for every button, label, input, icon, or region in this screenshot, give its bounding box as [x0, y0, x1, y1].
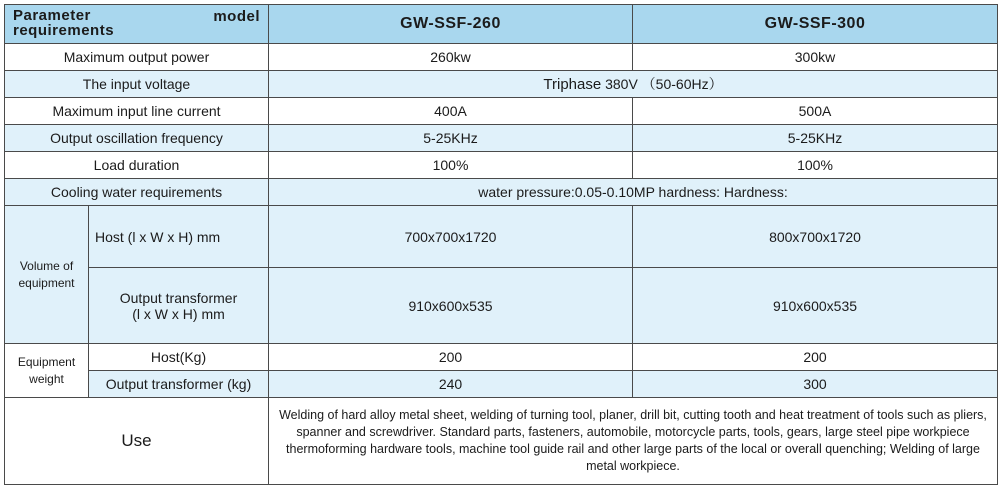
row-volume-transformer [5, 268, 998, 344]
volume-group-label: Volume of equipment [5, 205, 89, 343]
row-label: Load duration [5, 151, 269, 178]
row-label: Output oscillation frequency [5, 124, 269, 151]
voltage-value: 380V （50-60Hz） [605, 75, 723, 92]
corner-model-label: model [213, 8, 260, 25]
value-260: 5-25KHz [269, 124, 633, 151]
row-label: Maximum input line current [5, 97, 269, 124]
row-osc-frequency [5, 124, 998, 151]
value-260: 240 [269, 371, 633, 398]
row-label: Maximum output power [5, 43, 269, 70]
value-300: 5-25KHz [633, 124, 998, 151]
header-row [5, 5, 998, 44]
spec-table [4, 4, 998, 485]
value-300: 500A [633, 97, 998, 124]
voltage-prefix: Triphase [543, 75, 602, 93]
corner-parameter-label: Parameter [13, 7, 91, 24]
value-260: 200 [269, 344, 633, 371]
value-260: 400A [269, 97, 633, 124]
row-input-voltage [5, 70, 998, 97]
model-header-300: GW-SSF-300 [633, 5, 998, 44]
row-volume-host [5, 205, 998, 267]
use-description: Welding of hard alloy metal sheet, welding of turning tool, planer, drill bit, cutting tooth and heat treatment of tools such as pliers, spanner and screwdriver. Standard parts, fasteners, automobile, motorcycle parts, tools, gears, large steel pipe workpiece thermoforming hardware tools, machine tool guide rail and other large parts of the local or overall quenching; Welding of large metal workpiece. [269, 398, 998, 485]
value-300: 300kw [633, 43, 998, 70]
row-label: Output transformer (l x W x H) mm [89, 268, 269, 344]
value-260: 260kw [269, 43, 633, 70]
value-260: 100% [269, 151, 633, 178]
row-max-input-current [5, 97, 998, 124]
row-label: Host (l x W x H) mm [89, 205, 269, 267]
corner-requirements-label: requirements [13, 22, 115, 39]
value-300: 100% [633, 151, 998, 178]
value-300: 200 [633, 344, 998, 371]
weight-group-label: Equipment weight [5, 344, 89, 398]
value-260: 700x700x1720 [269, 205, 633, 267]
value-shared: water pressure:0.05-0.10MP hardness: Hardness: [269, 178, 998, 205]
row-cooling-water [5, 178, 998, 205]
row-max-output-power [5, 43, 998, 70]
value-300: 300 [633, 371, 998, 398]
row-use [5, 398, 998, 485]
row-label: Output transformer (kg) [89, 371, 269, 398]
value-300: 910x600x535 [633, 268, 998, 344]
corner-header-cell [5, 5, 269, 44]
use-label: Use [5, 398, 269, 485]
row-label: Cooling water requirements [5, 178, 269, 205]
row-label: Host(Kg) [89, 344, 269, 371]
value-300: 800x700x1720 [633, 205, 998, 267]
value-shared [269, 70, 998, 97]
row-load-duration [5, 151, 998, 178]
row-weight-transformer [5, 371, 998, 398]
value-260: 910x600x535 [269, 268, 633, 344]
row-weight-host [5, 344, 998, 371]
model-header-260: GW-SSF-260 [269, 5, 633, 44]
row-label: The input voltage [5, 70, 269, 97]
